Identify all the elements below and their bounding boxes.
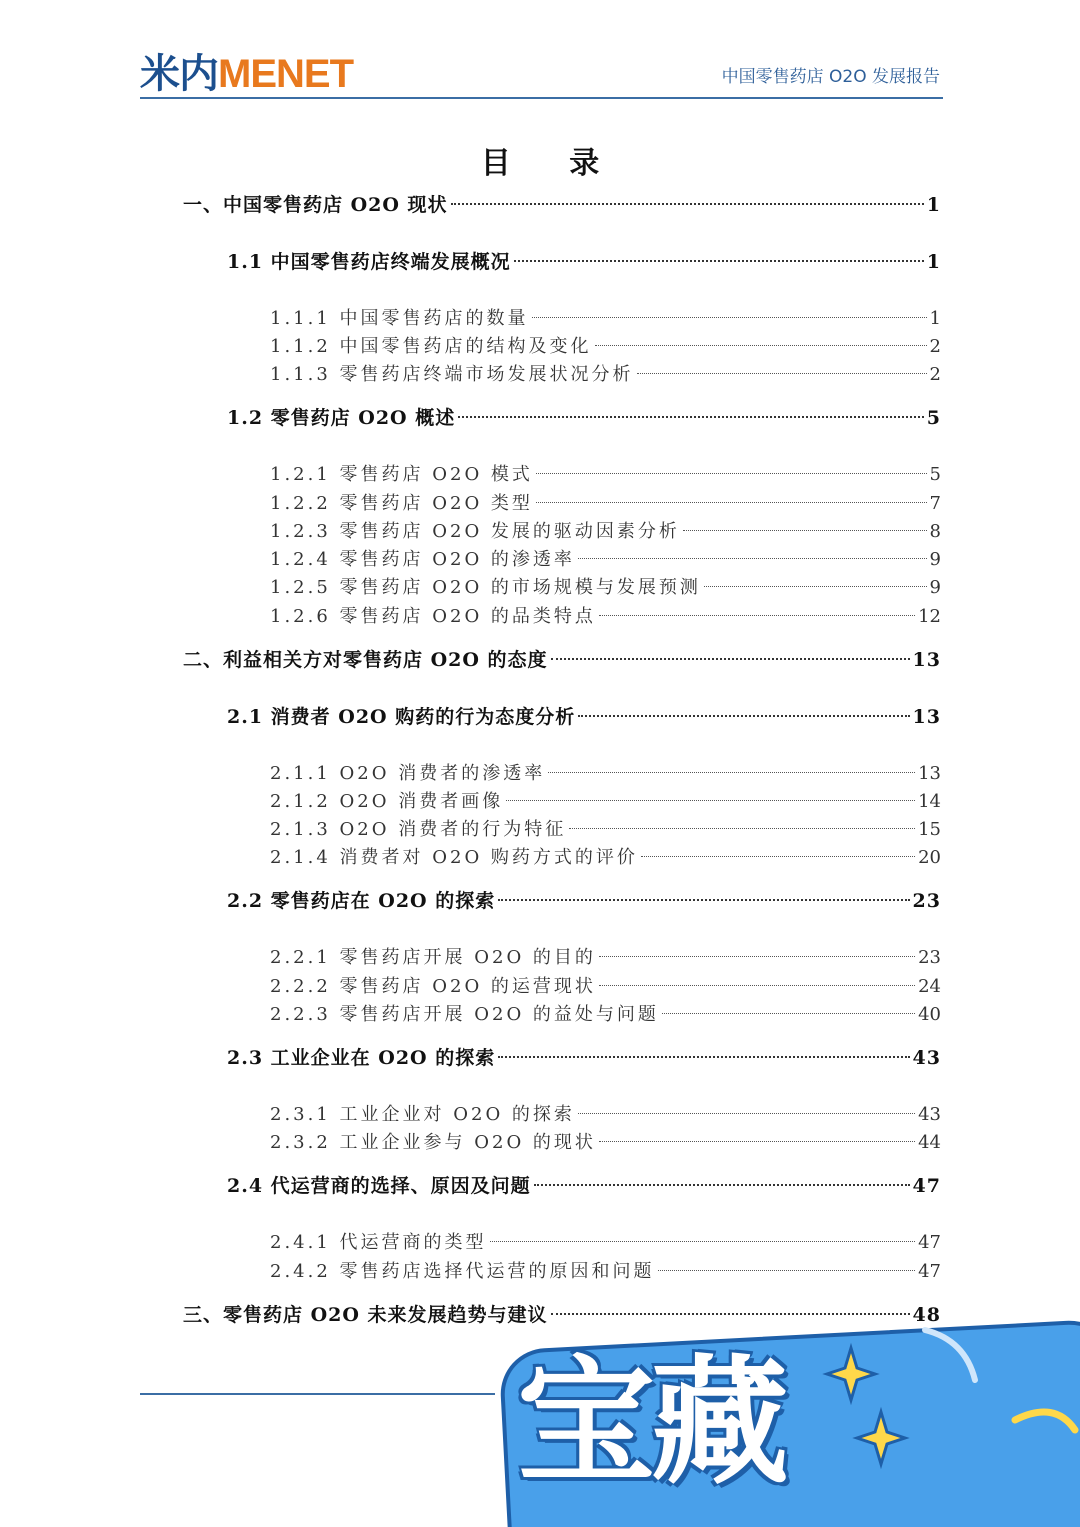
- dot-leader: [637, 373, 927, 374]
- report-title: 中国零售药店 O2O 发展报告: [721, 67, 940, 87]
- toc-subsection[interactable]: 1.1.1 中国零售药店的数量 1: [270, 308, 941, 329]
- dot-leader: [532, 317, 927, 318]
- toc-subsection[interactable]: 1.2.6 零售药店 O2O 的品类特点 12: [270, 606, 941, 627]
- dot-leader: [683, 530, 927, 531]
- toc-chapter-2[interactable]: 二、利益相关方对零售药店 O2O 的态度 13: [183, 649, 941, 671]
- dot-leader: [578, 1113, 915, 1114]
- treasure-sticker: [495, 1320, 1080, 1527]
- dot-leader: [599, 956, 915, 957]
- toc-section[interactable]: 2.1 消费者 O2O 购药的行为态度分析 13: [227, 706, 941, 728]
- dot-leader: [599, 985, 915, 986]
- toc-section[interactable]: 1.2 零售药店 O2O 概述 5: [227, 407, 941, 429]
- toc-chapter-1[interactable]: 一、中国零售药店 O2O 现状 1: [183, 194, 941, 216]
- toc-chapter-3[interactable]: 三、零售药店 O2O 未来发展趋势与建议 48: [183, 1304, 941, 1326]
- dot-leader: [506, 800, 915, 801]
- dot-leader: [578, 715, 909, 717]
- toc-subsection[interactable]: 2.1.1 O2O 消费者的渗透率 13: [270, 763, 941, 784]
- dot-leader: [498, 1056, 909, 1058]
- toc-subsection[interactable]: 1.2.5 零售药店 O2O 的市场规模与发展预测 9: [270, 577, 941, 598]
- dot-leader: [551, 1313, 910, 1315]
- dot-leader: [534, 1184, 910, 1186]
- dot-leader: [498, 899, 909, 901]
- dot-leader: [599, 615, 915, 616]
- toc-subsection[interactable]: 2.1.4 消费者对 O2O 购药方式的评价 20: [270, 847, 941, 868]
- logo-en: MENET: [218, 52, 353, 96]
- dot-leader: [536, 502, 927, 503]
- toc-subsection[interactable]: 1.2.2 零售药店 O2O 类型 7: [270, 493, 941, 514]
- dot-leader: [578, 558, 927, 559]
- dot-leader: [514, 260, 924, 262]
- logo-cn: 米内: [140, 52, 218, 96]
- toc-subsection[interactable]: 2.1.3 O2O 消费者的行为特征 15: [270, 819, 941, 840]
- dot-leader: [451, 203, 924, 205]
- page-title: 目 录: [480, 146, 624, 181]
- dot-leader: [662, 1013, 915, 1014]
- toc-subsection[interactable]: 1.2.3 零售药店 O2O 发展的驱动因素分析 8: [270, 521, 941, 542]
- toc-subsection[interactable]: 1.2.1 零售药店 O2O 模式 5: [270, 464, 941, 485]
- dot-leader: [569, 828, 915, 829]
- footer-divider: [140, 1393, 495, 1395]
- toc-subsection[interactable]: 2.3.1 工业企业对 O2O 的探索 43: [270, 1104, 941, 1125]
- toc-subsection[interactable]: 2.4.2 零售药店选择代运营的原因和问题 47: [270, 1261, 941, 1282]
- dot-leader: [490, 1241, 916, 1242]
- toc-subsection[interactable]: 2.2.2 零售药店 O2O 的运营现状 24: [270, 976, 941, 997]
- toc-subsection[interactable]: 2.2.3 零售药店开展 O2O 的益处与问题 40: [270, 1004, 941, 1025]
- toc-subsection[interactable]: 2.2.1 零售药店开展 O2O 的目的 23: [270, 947, 941, 968]
- toc-section[interactable]: 2.4 代运营商的选择、原因及问题 47: [227, 1175, 941, 1197]
- dot-leader: [704, 586, 927, 587]
- dot-leader: [641, 856, 915, 857]
- toc-section[interactable]: 2.3 工业企业在 O2O 的探索 43: [227, 1047, 941, 1069]
- dot-leader: [595, 345, 927, 346]
- toc-subsection[interactable]: 1.1.3 零售药店终端市场发展状况分析 2: [270, 364, 941, 385]
- dot-leader: [599, 1141, 915, 1142]
- toc-section[interactable]: 2.2 零售药店在 O2O 的探索 23: [227, 890, 941, 912]
- toc-subsection[interactable]: 1.1.2 中国零售药店的结构及变化 2: [270, 336, 941, 357]
- toc-subsection[interactable]: 2.1.2 O2O 消费者画像 14: [270, 791, 941, 812]
- sticker-text: 宝藏: [517, 1342, 786, 1503]
- toc-subsection[interactable]: 2.4.1 代运营商的类型 47: [270, 1232, 941, 1253]
- dot-leader: [548, 772, 915, 773]
- dot-leader: [551, 658, 910, 660]
- toc-subsection[interactable]: 2.3.2 工业企业参与 O2O 的现状 44: [270, 1132, 941, 1153]
- dot-leader: [536, 473, 927, 474]
- toc-section[interactable]: 1.1 中国零售药店终端发展概况 1: [227, 251, 941, 273]
- toc-subsection[interactable]: 1.2.4 零售药店 O2O 的渗透率 9: [270, 549, 941, 570]
- dot-leader: [658, 1270, 916, 1271]
- dot-leader: [458, 416, 924, 418]
